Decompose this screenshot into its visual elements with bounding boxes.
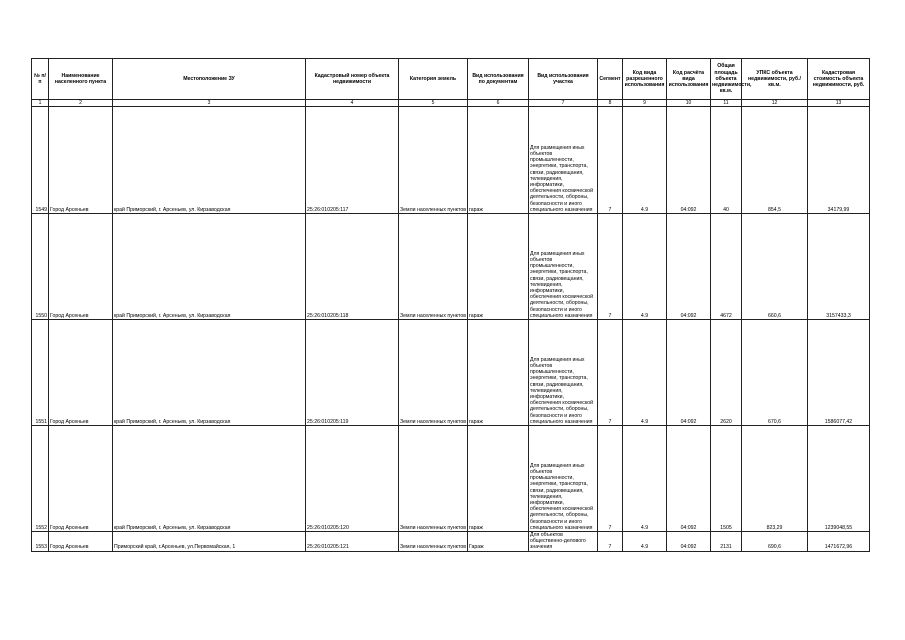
cadastral-cost-cell: 1586077,42 [808, 320, 870, 426]
calc-code-cell: 04:092 [667, 320, 711, 426]
segment-cell: 7 [598, 214, 623, 320]
cadastral-number-cell: 25:26:010205:117 [306, 107, 399, 214]
column-number: 1 [32, 100, 49, 107]
column-number: 9 [623, 100, 667, 107]
settlement-cell: Город Арсеньев [49, 532, 113, 552]
column-header: Кадастровая стоимость объекта недвижимости, руб. [808, 59, 870, 100]
land-category-cell: Земли населенных пунктов [399, 320, 468, 426]
document-use-cell: Гараж [468, 532, 529, 552]
column-header: Код вида разрешенного использования [623, 59, 667, 100]
column-number: 6 [468, 100, 529, 107]
column-header: Сегмент [598, 59, 623, 100]
document-sheet [31, 58, 870, 552]
area-cell: 2620 [711, 320, 742, 426]
plot-use-cell: Для размещения иных объектов промышленности, энергетики, транспорта, связи, радиовещания, телевидения, информатики, обеспечения космической деятельности, обороны, безопасности и иного специального назначения [529, 426, 598, 532]
column-header: Местоположение ЗУ [113, 59, 306, 100]
column-header: УПКС объекта недвижимости, руб./кв.м. [742, 59, 808, 100]
area-cell: 4672 [711, 214, 742, 320]
upks-cell: 660,6 [742, 214, 808, 320]
settlement-cell: Город Арсеньев [49, 426, 113, 532]
document-use-cell: гараж [468, 214, 529, 320]
column-header: Наименование населенного пункта [49, 59, 113, 100]
upks-cell: 823,29 [742, 426, 808, 532]
cadastral-number-cell: 25:26:010205:118 [306, 214, 399, 320]
location-cell: Приморский край, г.Арсеньев, ул.Первомайская, 1 [113, 532, 306, 552]
cadastral-cost-cell: 1239048,55 [808, 426, 870, 532]
column-number: 4 [306, 100, 399, 107]
cadastral-number-cell: 25:26:010205:119 [306, 320, 399, 426]
row-number: 1551 [32, 320, 49, 426]
permitted-code-cell: 4.9 [623, 426, 667, 532]
settlement-cell: Город Арсеньев [49, 320, 113, 426]
column-header: № п/п [32, 59, 49, 100]
column-number: 10 [667, 100, 711, 107]
area-cell: 1505 [711, 426, 742, 532]
table-row [32, 426, 870, 532]
column-header: Вид использования по документам [468, 59, 529, 100]
column-number: 12 [742, 100, 808, 107]
land-category-cell: Земли населенных пунктов [399, 532, 468, 552]
column-header: Код расчёта вида использования [667, 59, 711, 100]
column-header: Кадастровый номер объекта недвижимости [306, 59, 399, 100]
permitted-code-cell: 4.9 [623, 107, 667, 214]
column-number: 8 [598, 100, 623, 107]
calc-code-cell: 04:092 [667, 426, 711, 532]
plot-use-cell: Для размещения иных объектов промышленности, энергетики, транспорта, связи, радиовещания, телевидения, информатики, обеспечения космической деятельности, обороны, безопасности и иного специального назначения [529, 320, 598, 426]
column-number: 3 [113, 100, 306, 107]
segment-cell: 7 [598, 426, 623, 532]
upks-cell: 670,6 [742, 320, 808, 426]
header-row [32, 59, 870, 100]
plot-use-cell: Для размещения иных объектов промышленности, энергетики, транспорта, связи, радиовещания, телевидения, информатики, обеспечения космической деятельности, обороны, безопасности и иного специального назначения [529, 214, 598, 320]
column-header: Общая площадь объекта недвижимости, кв.м. [711, 59, 742, 100]
upks-cell: 690,6 [742, 532, 808, 552]
permitted-code-cell: 4.9 [623, 532, 667, 552]
column-number: 7 [529, 100, 598, 107]
location-cell: край Приморский, г. Арсеньев, ул. Кирзаводская [113, 320, 306, 426]
column-header: Вид использования участка [529, 59, 598, 100]
settlement-cell: Город Арсеньев [49, 214, 113, 320]
land-category-cell: Земли населенных пунктов [399, 426, 468, 532]
permitted-code-cell: 4.9 [623, 320, 667, 426]
cadastral-cost-cell: 3157433,3 [808, 214, 870, 320]
table-row [32, 532, 870, 552]
table-row [32, 214, 870, 320]
calc-code-cell: 04:092 [667, 107, 711, 214]
document-use-cell: гараж [468, 426, 529, 532]
cadastral-number-cell: 25:26:010205:120 [306, 426, 399, 532]
area-cell: 2131 [711, 532, 742, 552]
column-number: 5 [399, 100, 468, 107]
area-cell: 40 [711, 107, 742, 214]
location-cell: край Приморский, г. Арсеньев, ул. Кирзаводская [113, 214, 306, 320]
cadastral-table [31, 58, 870, 552]
column-header: Категория земель [399, 59, 468, 100]
cadastral-number-cell: 25:26:010205:121 [306, 532, 399, 552]
calc-code-cell: 04:092 [667, 532, 711, 552]
document-use-cell: гараж [468, 107, 529, 214]
document-use-cell: гараж [468, 320, 529, 426]
column-number: 11 [711, 100, 742, 107]
settlement-cell: Город Арсеньев [49, 107, 113, 214]
cadastral-cost-cell: 1471672,96 [808, 532, 870, 552]
location-cell: край Приморский, г. Арсеньев, ул. Кирзаводская [113, 107, 306, 214]
row-number: 1550 [32, 214, 49, 320]
permitted-code-cell: 4.9 [623, 214, 667, 320]
column-number: 2 [49, 100, 113, 107]
plot-use-cell: Для объектов общественно-делового значения [529, 532, 598, 552]
row-number: 1549 [32, 107, 49, 214]
land-category-cell: Земли населенных пунктов [399, 107, 468, 214]
segment-cell: 7 [598, 532, 623, 552]
upks-cell: 854,5 [742, 107, 808, 214]
land-category-cell: Земли населенных пунктов [399, 214, 468, 320]
segment-cell: 7 [598, 320, 623, 426]
segment-cell: 7 [598, 107, 623, 214]
calc-code-cell: 04:092 [667, 214, 711, 320]
location-cell: край Приморский, г. Арсеньев, ул. Кирзаводская [113, 426, 306, 532]
plot-use-cell: Для размещения иных объектов промышленности, энергетики, транспорта, связи, радиовещания, телевидения, информатики, обеспечения космической деятельности, обороны, безопасности и иного специального назначения [529, 107, 598, 214]
column-number: 13 [808, 100, 870, 107]
row-number: 1552 [32, 426, 49, 532]
table-row [32, 107, 870, 214]
column-number-row [32, 100, 870, 107]
row-number: 1553 [32, 532, 49, 552]
table-row [32, 320, 870, 426]
cadastral-cost-cell: 34179,99 [808, 107, 870, 214]
